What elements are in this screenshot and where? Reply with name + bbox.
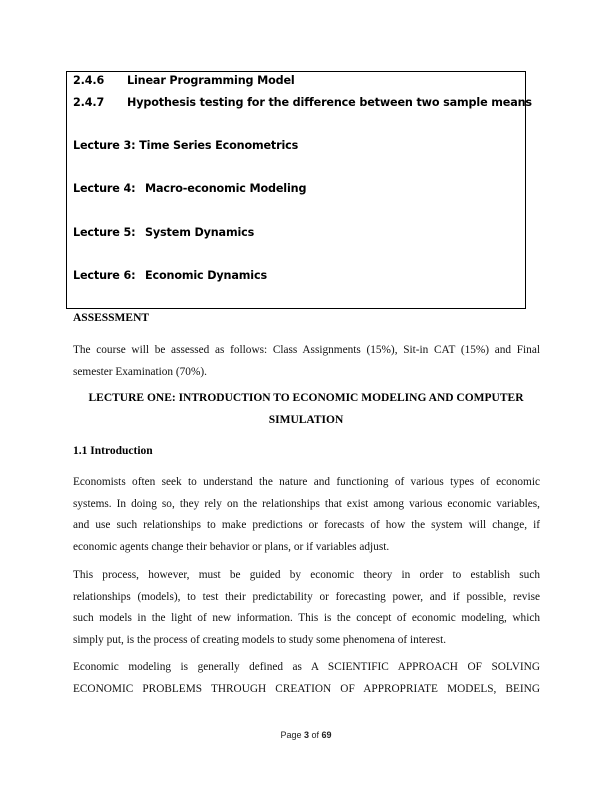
lecture-one-title-line2: SIMULATION	[268, 414, 344, 426]
toc-subsection-number: 2.4.6	[73, 74, 105, 87]
text-line: such models in the light of new information. This is the concept of economic modeling, which	[73, 612, 540, 624]
text-line: systems. In doing so, they rely on the relationships that exist among various economic variables,	[73, 497, 540, 510]
section-heading-1-1: 1.1 Introduction	[73, 445, 153, 457]
toc-lecture-label: Lecture 3:	[73, 139, 136, 152]
text-line: relationships (models), to test their predictability or forecasting power, and if possible, revise	[73, 590, 540, 603]
toc-lecture-title: System Dynamics	[145, 226, 255, 239]
table-of-contents-box	[66, 71, 532, 309]
toc-lecture-label: Lecture 5:	[73, 226, 136, 239]
text-line: This process, however, must be guided by economic theory in order to establish such	[73, 569, 540, 581]
text-line: Economic modeling is generally defined as A SCIENTIFIC APPROACH OF SOLVING	[73, 661, 540, 673]
toc-lecture-label: Lecture 4:	[73, 182, 136, 195]
toc-lecture-label: Lecture 6:	[73, 269, 136, 282]
text-line: semester Examination (70%).	[73, 365, 207, 378]
toc-subsection-title: Hypothesis testing for the difference between two sample means	[127, 96, 532, 109]
intro-paragraph-1	[73, 472, 540, 558]
text-line: The course will be assessed as follows: Class Assignments (15%), Sit-in CAT (15%) and Final	[73, 344, 540, 356]
toc-subsection-2-4-7	[73, 96, 532, 109]
toc-subsection-2-4-6	[73, 74, 295, 87]
assessment-heading: ASSESSMENT	[73, 312, 150, 324]
toc-lecture-5	[73, 226, 254, 239]
text-line: simply put, is the process of creating models to study some phenomena of interest.	[73, 633, 447, 646]
toc-lecture-title: Time Series Econometrics	[139, 139, 299, 152]
toc-subsection-title: Linear Programming Model	[127, 74, 295, 87]
toc-lecture-3	[73, 139, 298, 152]
lecture-one-title-line1: LECTURE ONE: INTRODUCTION TO ECONOMIC MODELING AND COMPUTER	[88, 392, 524, 404]
intro-paragraph-3	[73, 657, 540, 700]
page-label: Page	[280, 730, 304, 740]
toc-lecture-4	[73, 182, 306, 195]
total-pages-number: 69	[321, 730, 332, 740]
page-of-label: of	[309, 730, 322, 740]
current-page-number: 3	[303, 730, 309, 740]
toc-lecture-title: Economic Dynamics	[145, 269, 267, 282]
text-line: economic agents change their behavior or plans, or if variables adjust.	[73, 540, 390, 553]
toc-subsection-number: 2.4.7	[73, 96, 105, 109]
toc-lecture-title: Macro-economic Modeling	[145, 182, 307, 195]
intro-paragraph-2	[73, 565, 540, 651]
toc-lecture-6	[73, 269, 267, 282]
assessment-paragraph	[73, 340, 540, 383]
text-line: ECONOMIC PROBLEMS THROUGH CREATION OF APPROPRIATE MODELS, BEING	[73, 682, 540, 695]
text-line: Economists often seek to understand the nature and functioning of various types of economic	[73, 476, 540, 488]
text-line: and use such relationships to make predictions or forecasts of how the system will change, if	[73, 519, 540, 531]
page-footer	[0, 730, 612, 740]
